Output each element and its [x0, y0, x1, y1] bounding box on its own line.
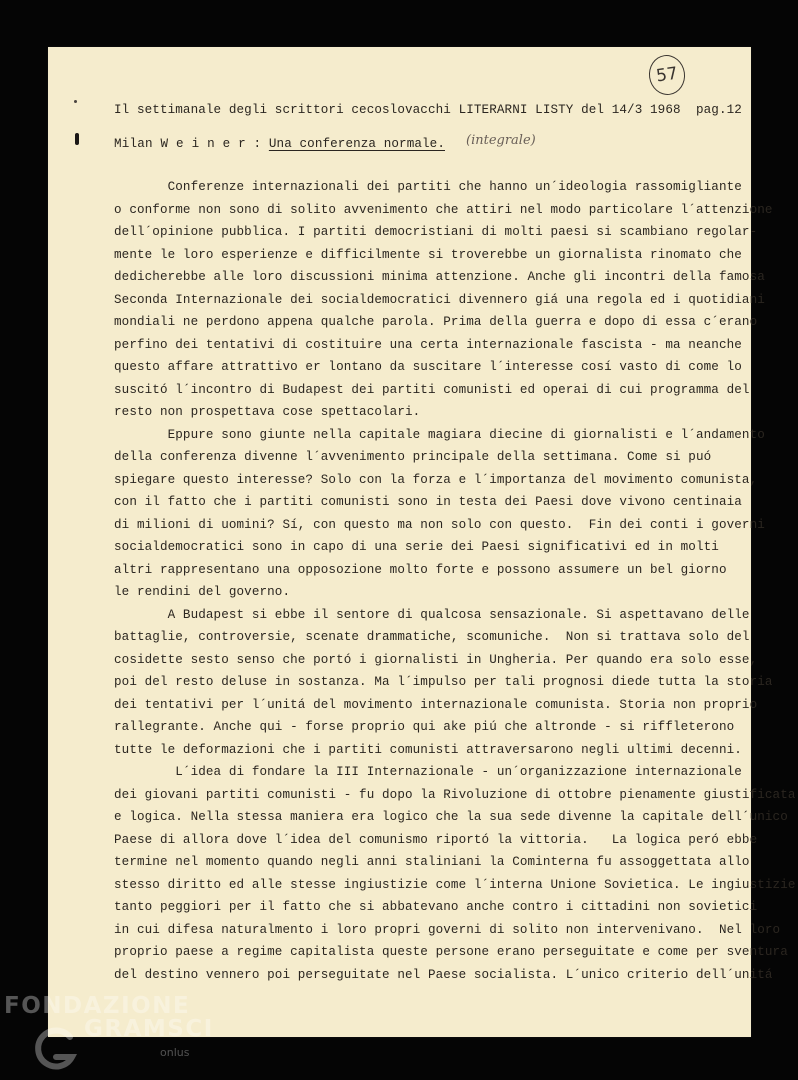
body-line: del destino vennero poi perseguitate nel Paese socialista. L´unico criterio dell´unitá — [114, 967, 773, 982]
body-line: tutte le deformazioni che i partiti comunisti attraversarono negli ultimi decenni. — [114, 742, 742, 757]
margin-dot — [74, 100, 77, 103]
body-line: le rendini del governo. — [114, 585, 291, 599]
body-line: mondiali ne perdono appena qualche parola. Prima della guerra e dopo di essa c´erano — [114, 315, 758, 329]
body-line: L´idea di fondare la III Internazionale - un´organizzazione internazionale — [114, 765, 742, 779]
body-line: e logica. Nella stessa maniera era logico che la sua sede divenne la capitale dell´unico — [114, 810, 788, 824]
body-line: proprio paese a regime capitalista queste persone erano perseguitate e come per sventura — [114, 945, 788, 959]
body-line: in cui difesa naturalmento i loro propri governi di solito non intervenivano. Nel loro — [114, 922, 781, 937]
body-line: A Budapest si ebbe il sentore di qualcosa sensazionale. Si aspettavano delle — [114, 607, 750, 622]
typed-page — [48, 47, 796, 1037]
body-line: battaglie, controversie, scenate drammatiche, scomuniche. Non si trattava solo del — [114, 630, 750, 644]
fondazione-gramsci-watermark — [4, 993, 214, 1073]
body-line: Eppure sono giunte nella capitale magiara diecine di giornalisti e l´andamento — [114, 427, 765, 442]
article-title: Una conferenza normale. — [268, 137, 445, 151]
body-line: di milioni di uomini? Sí, con questo ma non solo con questo. Fin dei conti i governi — [114, 517, 765, 532]
margin-mark — [75, 133, 79, 145]
body-line: termine nel momento quando negli anni staliniani la Cominterna fu assoggettata allo — [114, 855, 750, 869]
body-line: Conferenze internazionali dei partiti che hanno un´ideologia rassomigliante — [114, 180, 742, 194]
body-line: o conforme non sono di solito avvenimento che attiri nel modo particolare l´attenzione — [114, 202, 773, 217]
body-line: perfino dei tentativi di costituire una certa internazionale fascista - ma neanche — [114, 337, 742, 352]
author-name: Milan W e i n e r — [114, 137, 246, 151]
body-line: mente le loro esperienze e difficilmente si troverebbe un giornalista rinomato che — [114, 247, 742, 262]
body-line: tanto peggiori per il fatto che si abbatevano anche contro i cittadini non sovietici — [114, 900, 758, 914]
body-line: Seconda Internazionale dei socialdemocratici divennero giá una regola ed i quotidiani — [114, 292, 765, 307]
body-line: stesso diritto ed alle stesse ingiustizie come l´interna Unione Sovietica. Le ingiustizie — [114, 877, 796, 892]
body-line: cosidette sesto senso che portó i giornalisti in Ungheria. Per quando era solo esse, — [114, 652, 758, 667]
separator: : — [245, 137, 269, 151]
body-line: resto non prospettava cose spettacolari. — [114, 405, 421, 419]
watermark-line-1: FONDAZIONE — [4, 993, 191, 1019]
body-line: Paese di allora dove l´idea del comunismo riportó la vittoria. La logica peró ebbe — [114, 832, 758, 847]
document-header: Il settimanale degli scrittori cecoslovacchi LITERARNI LISTY del 14/3 1968 pag.12 — [114, 103, 742, 117]
body-line: dei tentativi per l´unitá del movimento internazionale comunista. Storia non proprio — [114, 697, 758, 712]
watermark-line-2: GRAMSCI — [84, 1016, 214, 1042]
body-line: con il fatto che i partiti comunisti sono in testa dei Paesi dove vivono centinaia — [114, 495, 742, 509]
body-line: dedicherebbe alle loro discussioni minima attenzione. Anche gli incontri della famosa — [114, 270, 765, 284]
body-line: rallegrante. Anche qui - forse proprio qui ake piú che altronde - si riffleterono — [114, 720, 735, 734]
body-line: questo affare attrattivo er lontano da suscitare l´interesse cosí vasto di come lo — [114, 360, 742, 374]
handwritten-page-number: 57 — [646, 53, 687, 98]
body-line: della conferenza divenne l´avvenimento principale della settimana. Come si puó — [114, 450, 712, 464]
body-line: spiegare questo interesse? Solo con la forza e l´importanza del movimento comunista, — [114, 472, 758, 487]
body-line: socialdemocratici sono in capo di una serie dei Paesi significativi ed in molti — [114, 540, 719, 554]
author-title-line — [114, 137, 445, 151]
body-line: suscitó l´incontro di Budapest dei partiti comunisti ed operai di cui programma del — [114, 382, 750, 397]
body-line: altri rappresentano una opposozione molto forte e possono assumere un bel giorno — [114, 562, 727, 577]
body-line: dei giovani partiti comunisti - fu dopo la Rivoluzione di ottobre pienamente giustificata — [114, 787, 796, 802]
handwritten-note: (integrale) — [466, 133, 536, 148]
body-line: poi del resto deluse in sostanza. Ma l´impulso per tali prognosi diede tutta la storia — [114, 675, 773, 689]
gramsci-logo-icon — [32, 1027, 78, 1073]
watermark-line-3: onlus — [160, 1046, 190, 1059]
body-line: dell´opinione pubblica. I partiti democristiani di molti paesi si scambiano regolar- — [114, 225, 758, 239]
